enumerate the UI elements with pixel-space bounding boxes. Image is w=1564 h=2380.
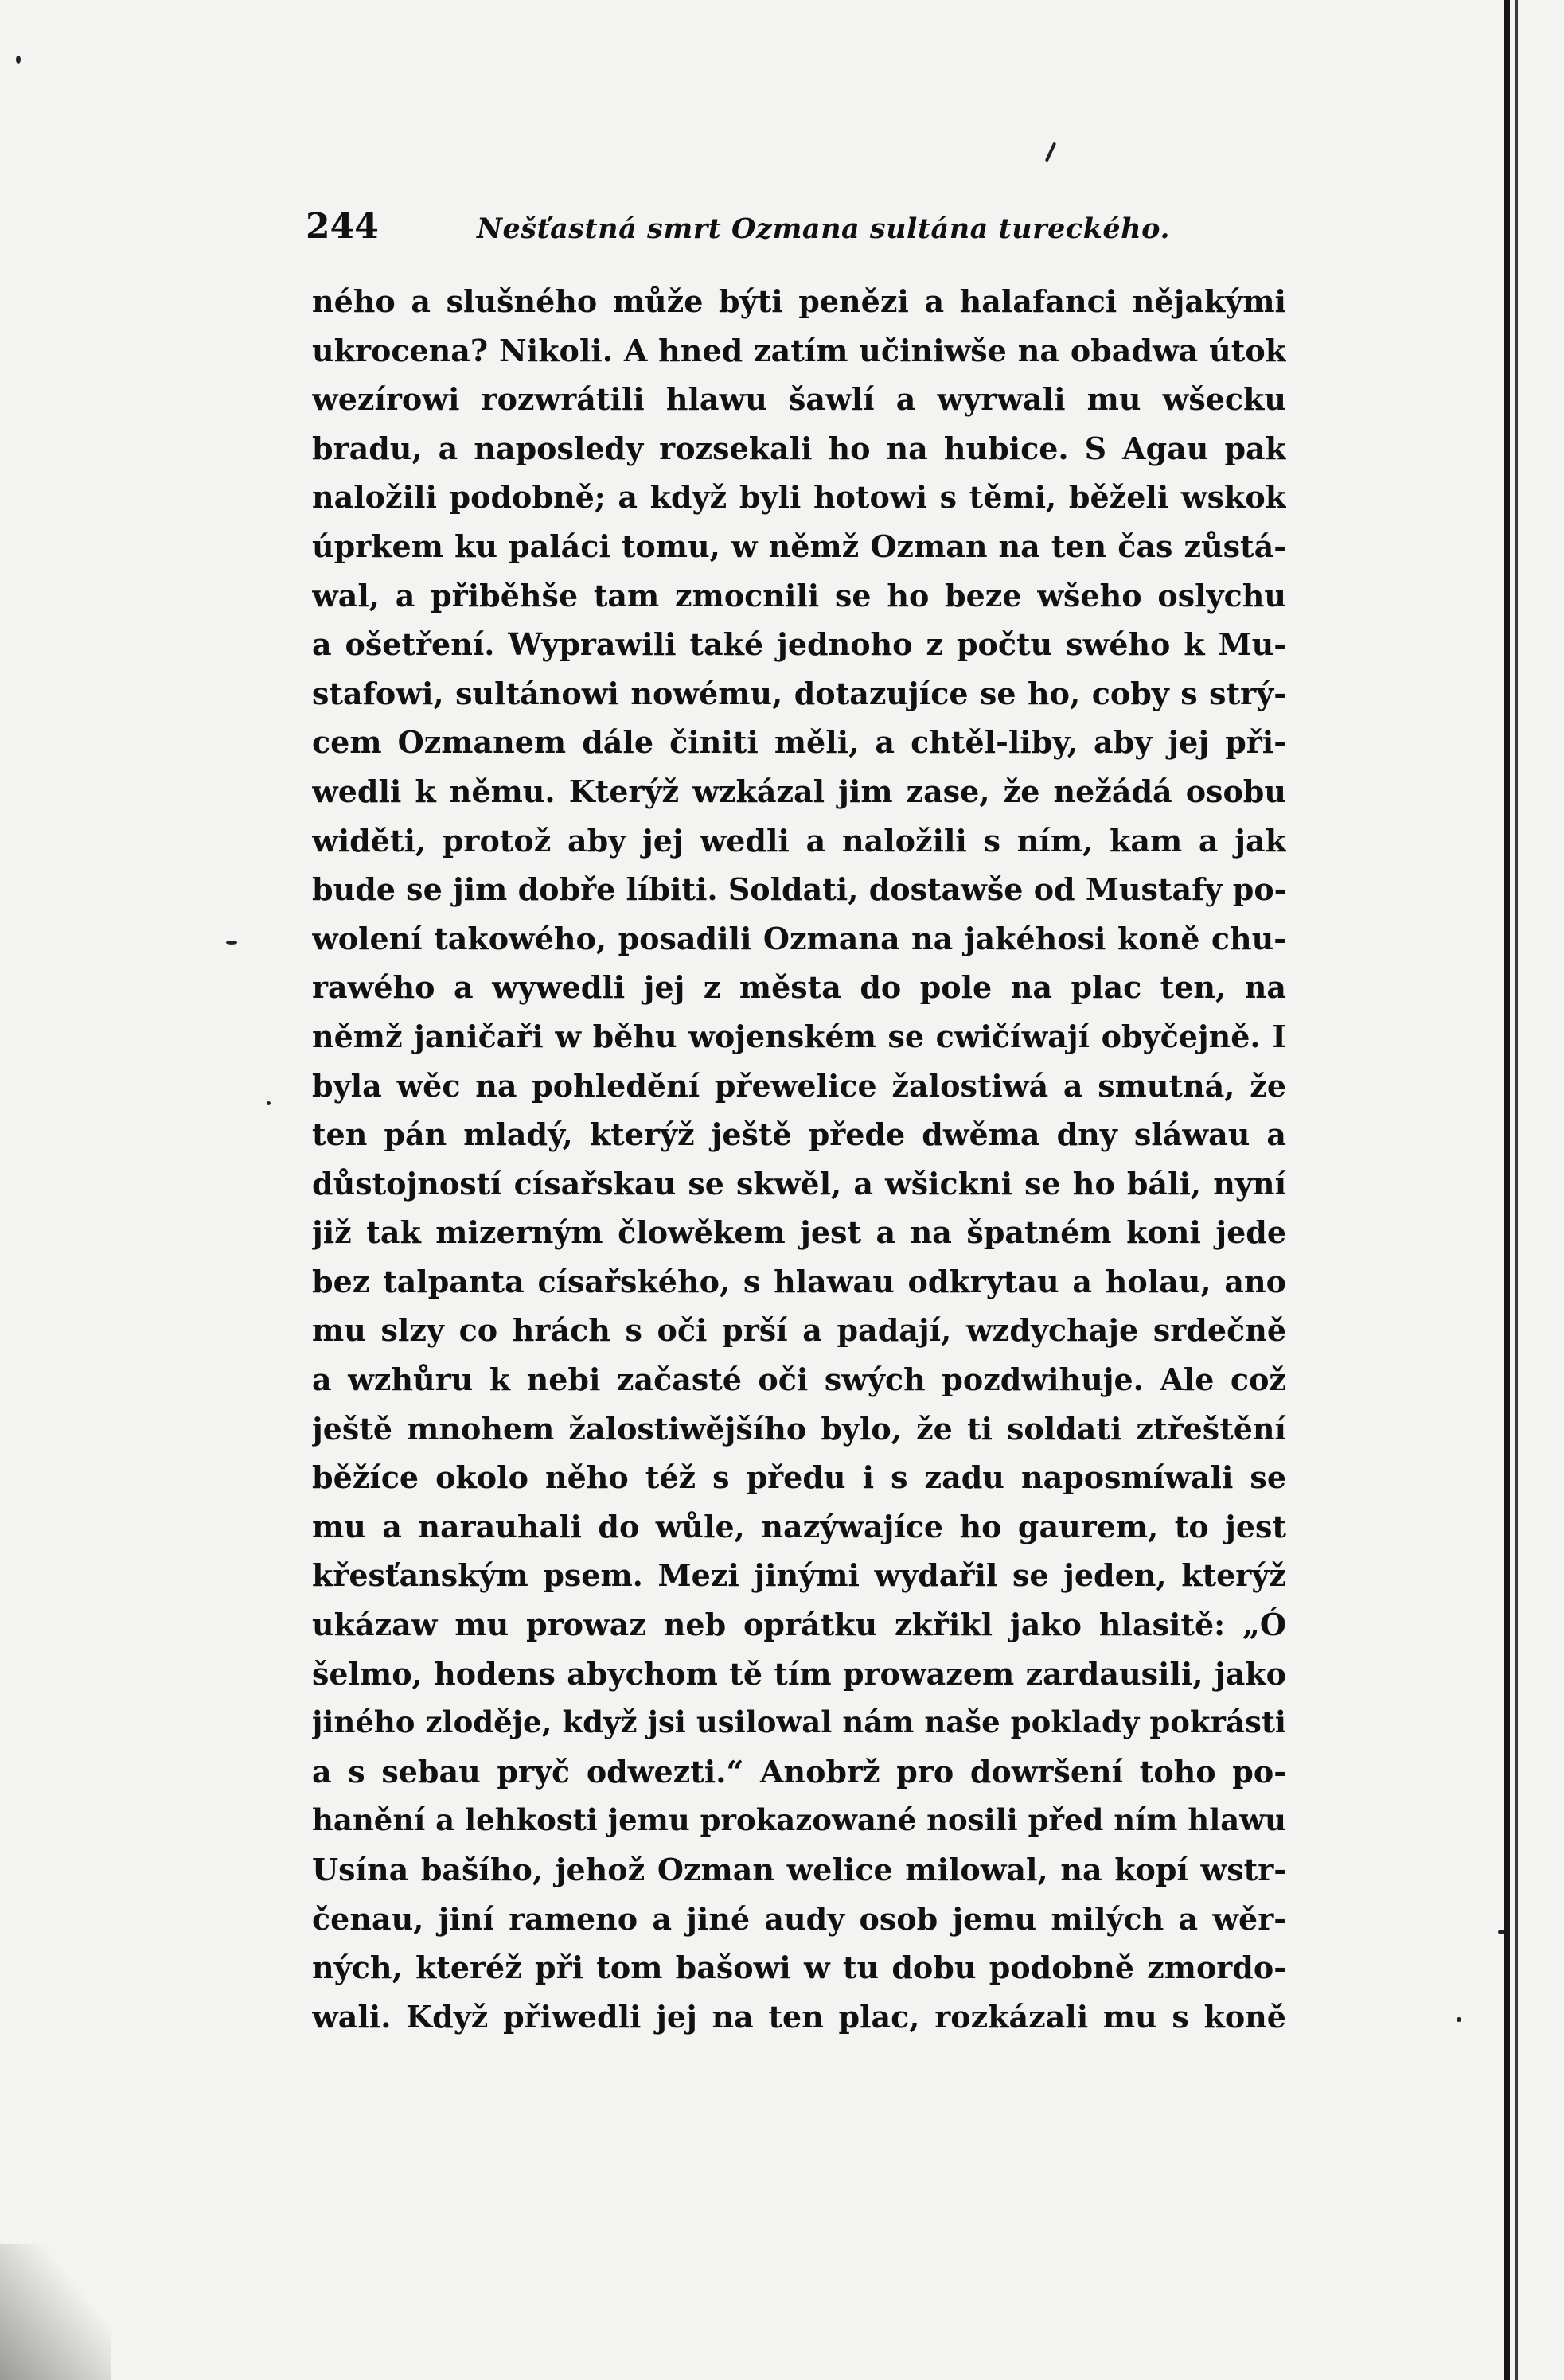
text-line: úprkem ku paláci tomu, w němž Ozman na ten čas zůstá- [312,528,1286,564]
text-line: mu slzy co hrách s oči prší a padají, wzdychaje srdečně [312,1312,1286,1349]
text-line: cem Ozmanem dále činiti měli, a chtěl-liby, aby jej při- [312,724,1286,761]
text-line: šelmo, hodens abychom tě tím prowazem zardausili, jako [312,1655,1286,1692]
text-line: wali. Když přiwedli jej na ten plac, rozkázali mu s koně [312,1998,1286,2035]
text-line: ještě mnohem žalostiwějšího bylo, že ti soldati ztřeštění [312,1410,1286,1447]
text-line: ukrocena? Nikoli. A hned zatím učiniwše na obadwa útok [312,332,1286,368]
text-line: a s sebau pryč odwezti.“ Anobrž pro dowršení toho po- [312,1753,1286,1790]
text-line: ných, kteréž při tom bašowi w tu dobu podobně zmordo- [312,1950,1286,1986]
text-line: hanění a lehkosti jemu prokazowané nosili před ním hlawu [312,1802,1286,1838]
text-line: ného a slušného může býti penězi a halafanci nějakými [312,283,1286,319]
text-line: wolení takowého, posadili Ozmana na jakéhosi koně chu- [312,920,1286,956]
body-text [312,277,1286,2041]
page-number: 244 [306,206,379,247]
text-line: běžíce okolo něho též s předu i s zadu naposmíwali se [312,1459,1286,1496]
text-line: ten pán mladý, kterýž ještě přede dwěma dny sláwau a [312,1116,1286,1153]
page-binding-edge [1504,0,1564,2380]
text-line: naložili podobně; a když byli hotowi s těmi, běželi wskok [312,479,1286,516]
text-line: wedli k němu. Kterýž wzkázal jim zase, že nežádá osobu [312,773,1286,809]
text-line: wezírowi rozwrátili hlawu šawlí a wyrwali mu wšecku [312,381,1286,418]
text-line: němž janičaři w běhu wojenském se cwičíwají obyčejně. I [312,1018,1286,1054]
scan-speck [1498,1930,1504,1934]
scan-speck [1457,2017,1461,2022]
text-line: čenau, jiní rameno a jiné audy osob jemu milých a wěr- [312,1900,1286,1937]
text-line: a ošetření. Wyprawili také jednoho z počtu swého k Mu- [312,626,1286,663]
running-header [306,204,1285,259]
scan-speck [226,941,237,945]
scan-speck [16,56,21,64]
text-line: wal, a přiběhše tam zmocnili se ho beze wšeho oslychu [312,577,1286,614]
text-line: ukázaw mu prowaz neb oprátku zkřikl jako hlasitě: „Ó [312,1607,1286,1643]
scan-speck [267,1101,271,1105]
text-line: křesťanským psem. Mezi jinými wydařil se jeden, kterýž [312,1557,1286,1594]
text-line: bez talpanta císařského, s hlawau odkrytau a holau, ano [312,1263,1286,1299]
scan-shadow [0,2244,111,2380]
text-line: rawého a wywedli jej z města do pole na plac ten, na [312,969,1286,1006]
text-line: byla wěc na pohledění přewelice žalostiwá a smutná, že [312,1067,1286,1104]
text-line: widěti, protož aby jej wedli a naložili s ním, kam a jak [312,822,1286,859]
scan-speck [1045,142,1057,162]
text-line: důstojností císařskau se skwěl, a wšickni se ho báli, nyní [312,1165,1286,1202]
text-line: bradu, a naposledy rozsekali ho na hubice. S Agau pak [312,430,1286,466]
text-line: stafowi, sultánowi nowému, dotazujíce se ho, coby s strý- [312,675,1286,711]
text-line: a wzhůru k nebi začasté oči swých pozdwihuje. Ale což [312,1361,1286,1398]
text-line: již tak mizerným člowěkem jest a na špatném koni jede [312,1214,1286,1251]
text-line: Usína bašího, jehož Ozman welice milowal, na kopí wstr- [312,1852,1286,1887]
text-line: mu a narauhali do wůle, nazýwajíce ho gaurem, to jest [312,1508,1286,1544]
text-line: jiného zloděje, když jsi usilowal nám naše poklady pokrásti [312,1704,1286,1740]
running-title: Nešťastná smrt Ozmana sultána tureckého. [477,212,1171,245]
text-line: bude se jim dobře líbiti. Soldati, dostawše od Mustafy po- [312,871,1286,908]
